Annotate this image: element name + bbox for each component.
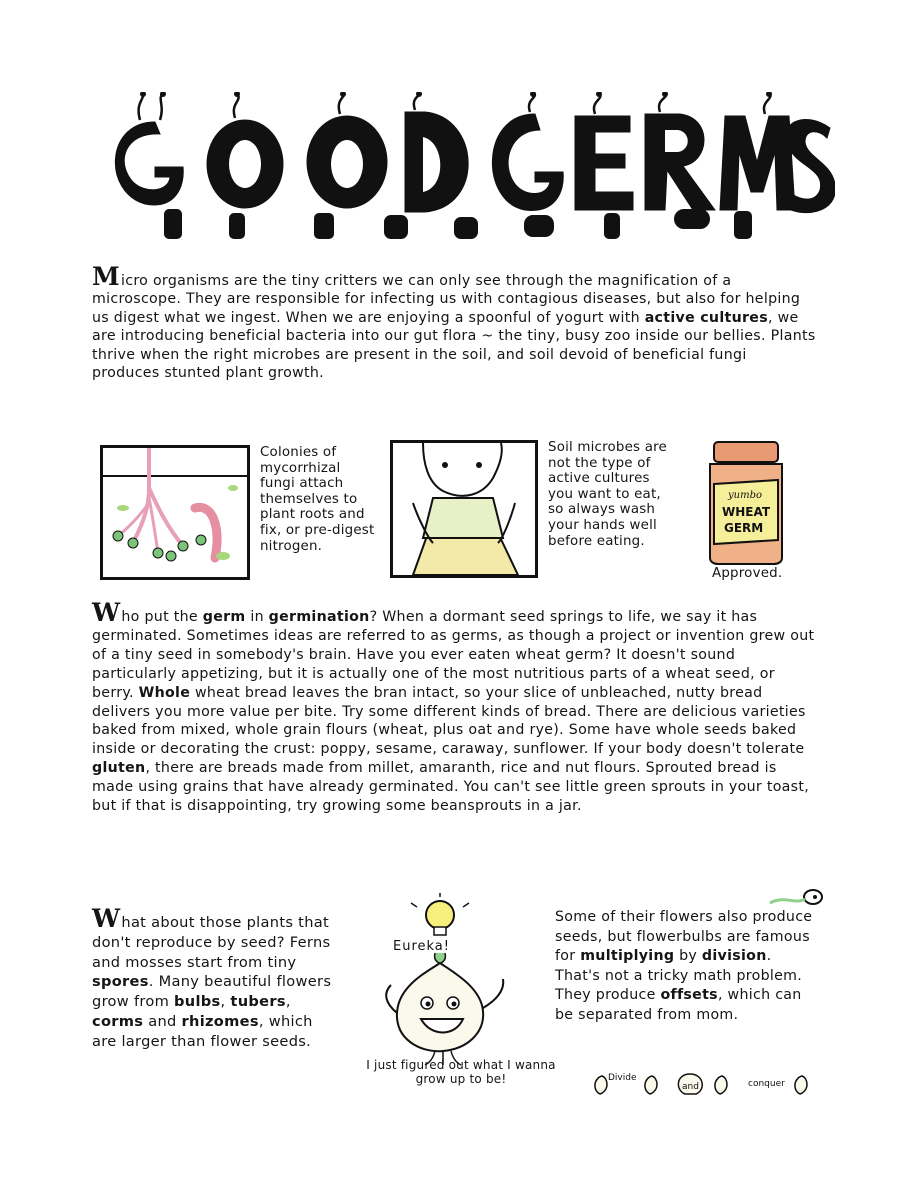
multiplying-term: multiplying [580,948,675,965]
bulbs-term: bulbs [174,993,221,1011]
boy-eating-illustration [393,443,535,575]
divide-text: Divide [608,1073,637,1083]
tubers-term: tubers [230,993,286,1011]
bulb-quote: I just figured out what I wanna grow up to be! [366,1058,556,1086]
division-text-1: Some of their flowers also produce seeds, but flowerbulbs are famous for [555,909,813,965]
intro-lead: icro [120,273,149,289]
active-cultures-term: active cultures [644,309,768,326]
plants-text-3: , [220,993,231,1011]
and-text: and [682,1082,699,1092]
spores-term: spores [92,973,149,991]
title-lettering [85,92,835,242]
division-text-2: by [674,948,702,965]
bulb-character-illustration [355,893,535,1073]
germination-text-5: , there are breads made from millet, amaranth, rice and nut flours. Sprouted bread is made using grains that have already germinated. You can't see little green sprouts in your toast, but if that is disappointing, try growing some beansprouts in a jar. [92,760,810,815]
division-text-4: , which can be separated from mom. [555,987,802,1023]
germination-text-1: ho put the [121,609,203,625]
plants-dropcap: W [92,904,121,933]
plants-text-1: hat about those plants that don't reproduce by seed? Ferns and mosses start from tiny [92,914,331,971]
division-term: division [701,948,767,965]
intro-dropcap: M [92,262,120,291]
plants-paragraph [92,904,337,1052]
germination-text-2: in [245,609,269,625]
approved-caption: Approved. [712,566,783,581]
jar-brand: yumbo [728,490,762,501]
sandwich-panel [390,440,538,578]
lightbulb-icon [426,901,454,929]
conquer-text: conquer [748,1079,785,1089]
fungi-roots-panel [100,445,250,580]
offsets-term: offsets [660,987,718,1004]
germination-term: germination [268,609,370,625]
gluten-term: gluten [92,760,146,777]
division-paragraph [555,908,817,1026]
plants-text-4: , [285,993,291,1011]
plants-text-5: and [143,1012,182,1030]
germination-text-4: wheat bread leaves the bran intact, so your slice of unbleached, nutty bread delivers you more value per bite. Try some different kinds of bread. There are delicious varieties baked from mixed, whole grain flours (wheat, plus oat and rye). Some have whole seeds baked inside or decorating the crust: poppy, sesame, caraway, sunflower. If your body doesn't tolerate [92,684,806,758]
fungi-caption: Colonies of mycorrhizal fungi attach themselves to plant roots and fix, or pre-digest nitrogen. [260,445,375,554]
eureka-text: Eureka! [393,939,450,954]
germination-text-3: ? When a dormant seed springs to life, we say it has germinated. Sometimes ideas are referred to as germs, as though a project or invention grew out of a tiny seed in somebody's brain. Have you ever eaten wheat germ? It doesn't sound particularly appetizing, but it is actually one of the most nutritious parts of a wheat seed, or berry. [92,609,815,701]
wheat-germ-jar-illustration [706,440,786,565]
soil-microbes-caption: Soil microbes are not the type of active cultures you want to eat, so always wash your hands well before eating. [548,440,667,549]
jar-label-line2: GERM [724,521,764,535]
germination-paragraph [92,598,816,816]
plants-text-2: . Many beautiful flowers grow from [92,973,332,1011]
intro-text-2: , we are introducing beneficial bacteria into our gut flora ~ the tiny, busy zoo inside our bellies. Plants thrive when the right microbes are present in the soil, and soil devoid of beneficial fungi produces stunted plant growth. [92,309,816,382]
division-text-3: . That's not a tricky math problem. They produce [555,948,803,1004]
germ-term: germ [202,609,246,625]
corms-term: corms [92,1012,144,1030]
rhizomes-term: rhizomes [181,1012,259,1030]
germination-dropcap: W [92,598,121,627]
jar-label-line1: WHEAT [722,505,771,519]
intro-paragraph [92,262,816,382]
plants-text-6: , which are larger than flower seeds. [92,1012,313,1050]
divide-and-conquer-illustration [590,1064,820,1104]
intro-text-1: organisms are the tiny critters we can only see through the magnification of a microscope. They are responsible for infecting us with contagious diseases, but also for helping us digest what we ingest. When we are enjoying a spoonful of yogurt with [92,273,801,326]
roots-illustration [103,448,247,577]
whole-term: Whole [138,684,191,701]
